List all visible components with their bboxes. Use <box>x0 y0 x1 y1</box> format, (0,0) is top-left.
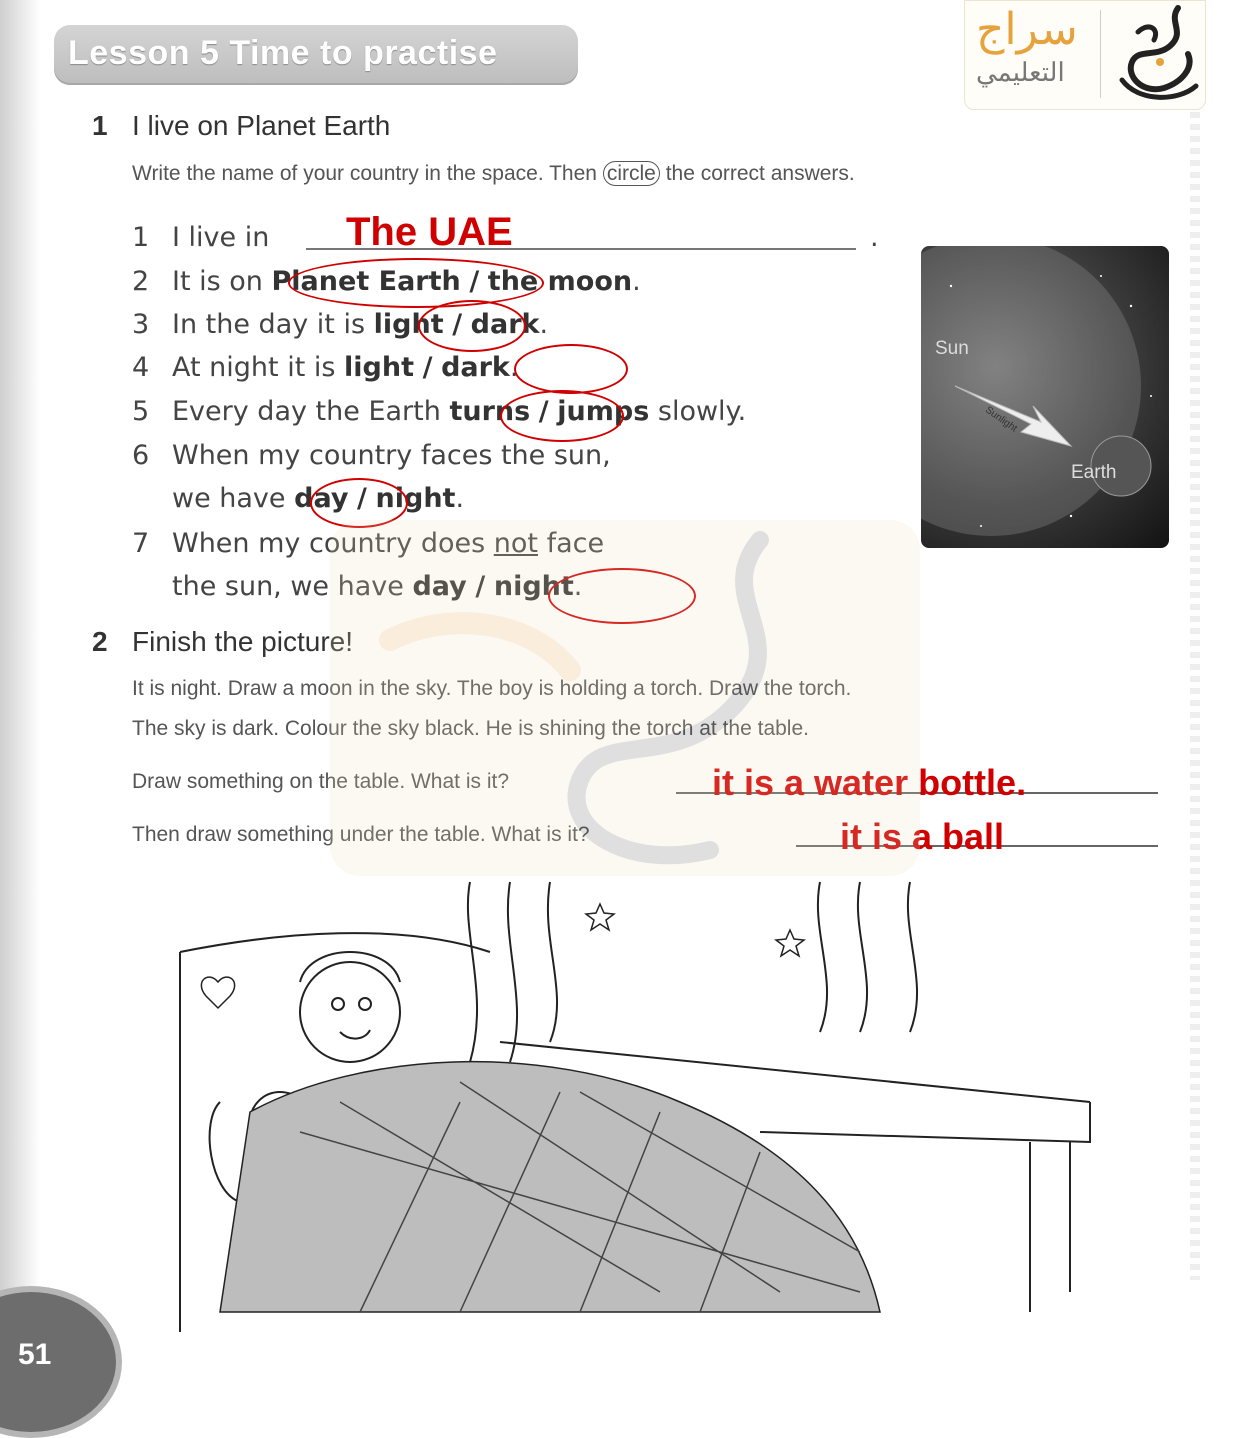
item-4-separator: / <box>422 352 433 383</box>
item-5-option-b[interactable]: jumps <box>557 396 650 427</box>
item-7-prefix: the sun, we have <box>172 571 404 602</box>
photo-label-sun: Sun <box>935 338 969 359</box>
item-7-number: 7 <box>132 528 150 559</box>
item-4-option-b[interactable]: dark <box>441 352 510 383</box>
logo-arabic-subtitle: التعليمي <box>976 58 1065 88</box>
question-under-table: Then draw something under the table. What is it? <box>132 823 590 846</box>
item-4-number: 4 <box>132 352 150 383</box>
instruction-text-start: Write the name of your country in the space. Then <box>132 162 597 185</box>
answer-on-table: it is a water bottle. <box>712 762 1027 803</box>
item-7-line-1-prefix: When my country does <box>172 528 486 559</box>
page-number: 51 <box>18 1338 52 1371</box>
answer-circle-planet-earth <box>288 258 544 308</box>
answer-circle-dark <box>514 344 628 394</box>
item-3-separator: / <box>452 309 463 340</box>
section-2-line-2: The sky is dark. Colour the sky black. He is shining the torch at the table. <box>132 717 809 740</box>
item-2-number: 2 <box>132 266 150 297</box>
item-2-option-a[interactable]: Planet Earth <box>271 266 461 297</box>
section-1-title: I live on Planet Earth <box>132 110 391 141</box>
item-3-option-a[interactable]: light <box>373 309 444 340</box>
instruction-circle-word: circle <box>603 161 660 186</box>
section-1-instruction <box>132 162 855 186</box>
item-4-end: . <box>509 352 519 383</box>
answer-circle-day <box>310 478 408 528</box>
item-3-prefix: In the day it is <box>172 309 366 340</box>
item-7-option-b[interactable]: night <box>493 571 574 602</box>
logo-calligraphy-icon <box>1108 2 1204 106</box>
logo-divider <box>1100 10 1101 98</box>
item-6-prefix: we have <box>172 483 286 514</box>
section-2-number: 2 <box>92 626 108 657</box>
item-6-option-a[interactable]: day <box>294 483 349 514</box>
item-4-prefix: At night it is <box>172 352 336 383</box>
question-on-table: Draw something on the table. What is it? <box>132 770 510 793</box>
item-2-option-b[interactable]: the moon <box>487 266 633 297</box>
item-4-option-a[interactable]: light <box>344 352 414 383</box>
item-2-end: . <box>632 266 641 297</box>
vertical-copyright-text <box>1190 100 1200 1280</box>
item-3-number: 3 <box>132 309 150 340</box>
logo-arabic-name: سراج <box>976 4 1078 55</box>
item-5-prefix: Every day the Earth <box>172 396 441 427</box>
item-7-option-a[interactable]: day <box>412 571 467 602</box>
instruction-text-end: the correct answers. <box>665 162 855 185</box>
photo-label-earth: Earth <box>1071 462 1117 483</box>
item-7-line-2 <box>172 571 582 602</box>
answer-circle-light <box>418 300 526 352</box>
item-6-end: . <box>455 483 465 514</box>
sun-earth-photo <box>921 246 1169 548</box>
item-6-separator: / <box>357 483 367 514</box>
answer-circle-turns <box>500 390 624 442</box>
item-7-line-1-suffix: face <box>546 528 605 559</box>
section-1-number: 1 <box>92 110 108 141</box>
item-1-end: . <box>870 222 879 253</box>
item-7-separator: / <box>475 571 486 602</box>
item-3-end: . <box>539 309 549 340</box>
item-3-option-b[interactable]: dark <box>470 309 540 340</box>
item-6-number: 6 <box>132 440 150 471</box>
item-5-text <box>172 396 746 427</box>
section-2-title: Finish the picture! <box>132 626 353 657</box>
answer-circle-night <box>548 568 696 624</box>
item-5-separator: / <box>538 396 549 427</box>
item-7-not-word: not <box>493 528 538 559</box>
lesson-title: Lesson 5 Time to practise <box>68 34 498 72</box>
item-5-suffix: slowly. <box>657 396 747 427</box>
item-5-number: 5 <box>132 396 150 427</box>
photo-label-sunlight: Sunlight <box>983 404 1020 435</box>
item-2-prefix: It is on <box>172 266 263 297</box>
item-5-option-a[interactable]: turns <box>449 396 531 427</box>
answer-under-table: it is a ball <box>840 816 1005 857</box>
section-2-line-1: It is night. Draw a moon in the sky. The boy is holding a torch. Draw the torch. <box>132 677 852 700</box>
item-7-end: . <box>573 571 583 602</box>
item-2-separator: / <box>469 266 480 297</box>
item-1-text: I live in <box>172 222 270 253</box>
boy-in-bed-illustration[interactable] <box>160 872 1160 1332</box>
item-7-line-1 <box>172 528 604 559</box>
item-4-text <box>172 352 518 383</box>
page-edge-shadow <box>0 0 40 1398</box>
item-6-option-b[interactable]: night <box>375 483 456 514</box>
item-6-line-1: When my country faces the sun, <box>172 440 611 471</box>
country-answer: The UAE <box>346 210 513 254</box>
item-1-number: 1 <box>132 222 150 253</box>
sun-earth-illustration <box>921 246 1169 548</box>
